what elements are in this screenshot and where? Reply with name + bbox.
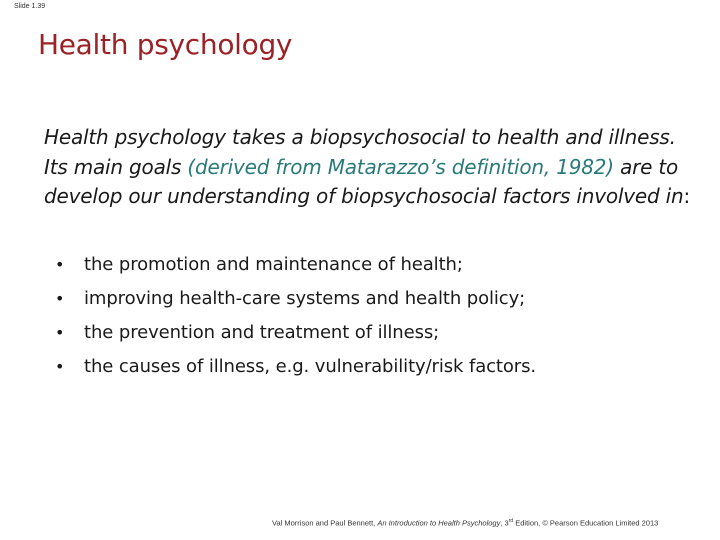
slide-number: Slide 1.39	[14, 3, 46, 10]
list-item	[52, 253, 536, 287]
intro-text-part2: are to develop our understanding of biopsychosocial factors involved in	[44, 154, 684, 208]
footer-edition-sup: rd	[508, 518, 514, 524]
intro-text-part1: Health psychology takes a biopsychosocial to health and illness. Its main goals	[44, 125, 676, 179]
list-item-text: improving health-care systems and health policy;	[84, 288, 526, 309]
footer-citation	[272, 518, 658, 528]
list-item-text: the promotion and maintenance of health;	[84, 254, 463, 275]
bullet-icon: •	[55, 357, 65, 376]
footer-book-title: An Introduction to Health Psychology	[377, 518, 501, 528]
bullet-icon: •	[55, 255, 65, 274]
slide-title: Health psychology	[38, 28, 293, 61]
list-item	[52, 355, 536, 389]
list-item	[52, 321, 536, 355]
list-item-text: the prevention and treatment of illness;	[84, 322, 440, 343]
footer-edition-pre: , 3	[500, 518, 509, 528]
intro-citation: (derived from Matarazzo’s definition, 1982)	[187, 154, 614, 179]
bullet-icon: •	[55, 323, 65, 342]
goals-list	[52, 253, 536, 389]
intro-paragraph	[44, 123, 704, 212]
bullet-icon: •	[55, 289, 65, 308]
intro-colon: :	[683, 184, 690, 208]
list-item	[52, 287, 536, 321]
list-item-text: the causes of illness, e.g. vulnerability/risk factors.	[84, 356, 537, 377]
footer-authors: Val Morrison and Paul Bennett,	[272, 518, 378, 528]
footer-edition-post: Edition, © Pearson Education Limited 2013	[513, 518, 659, 528]
